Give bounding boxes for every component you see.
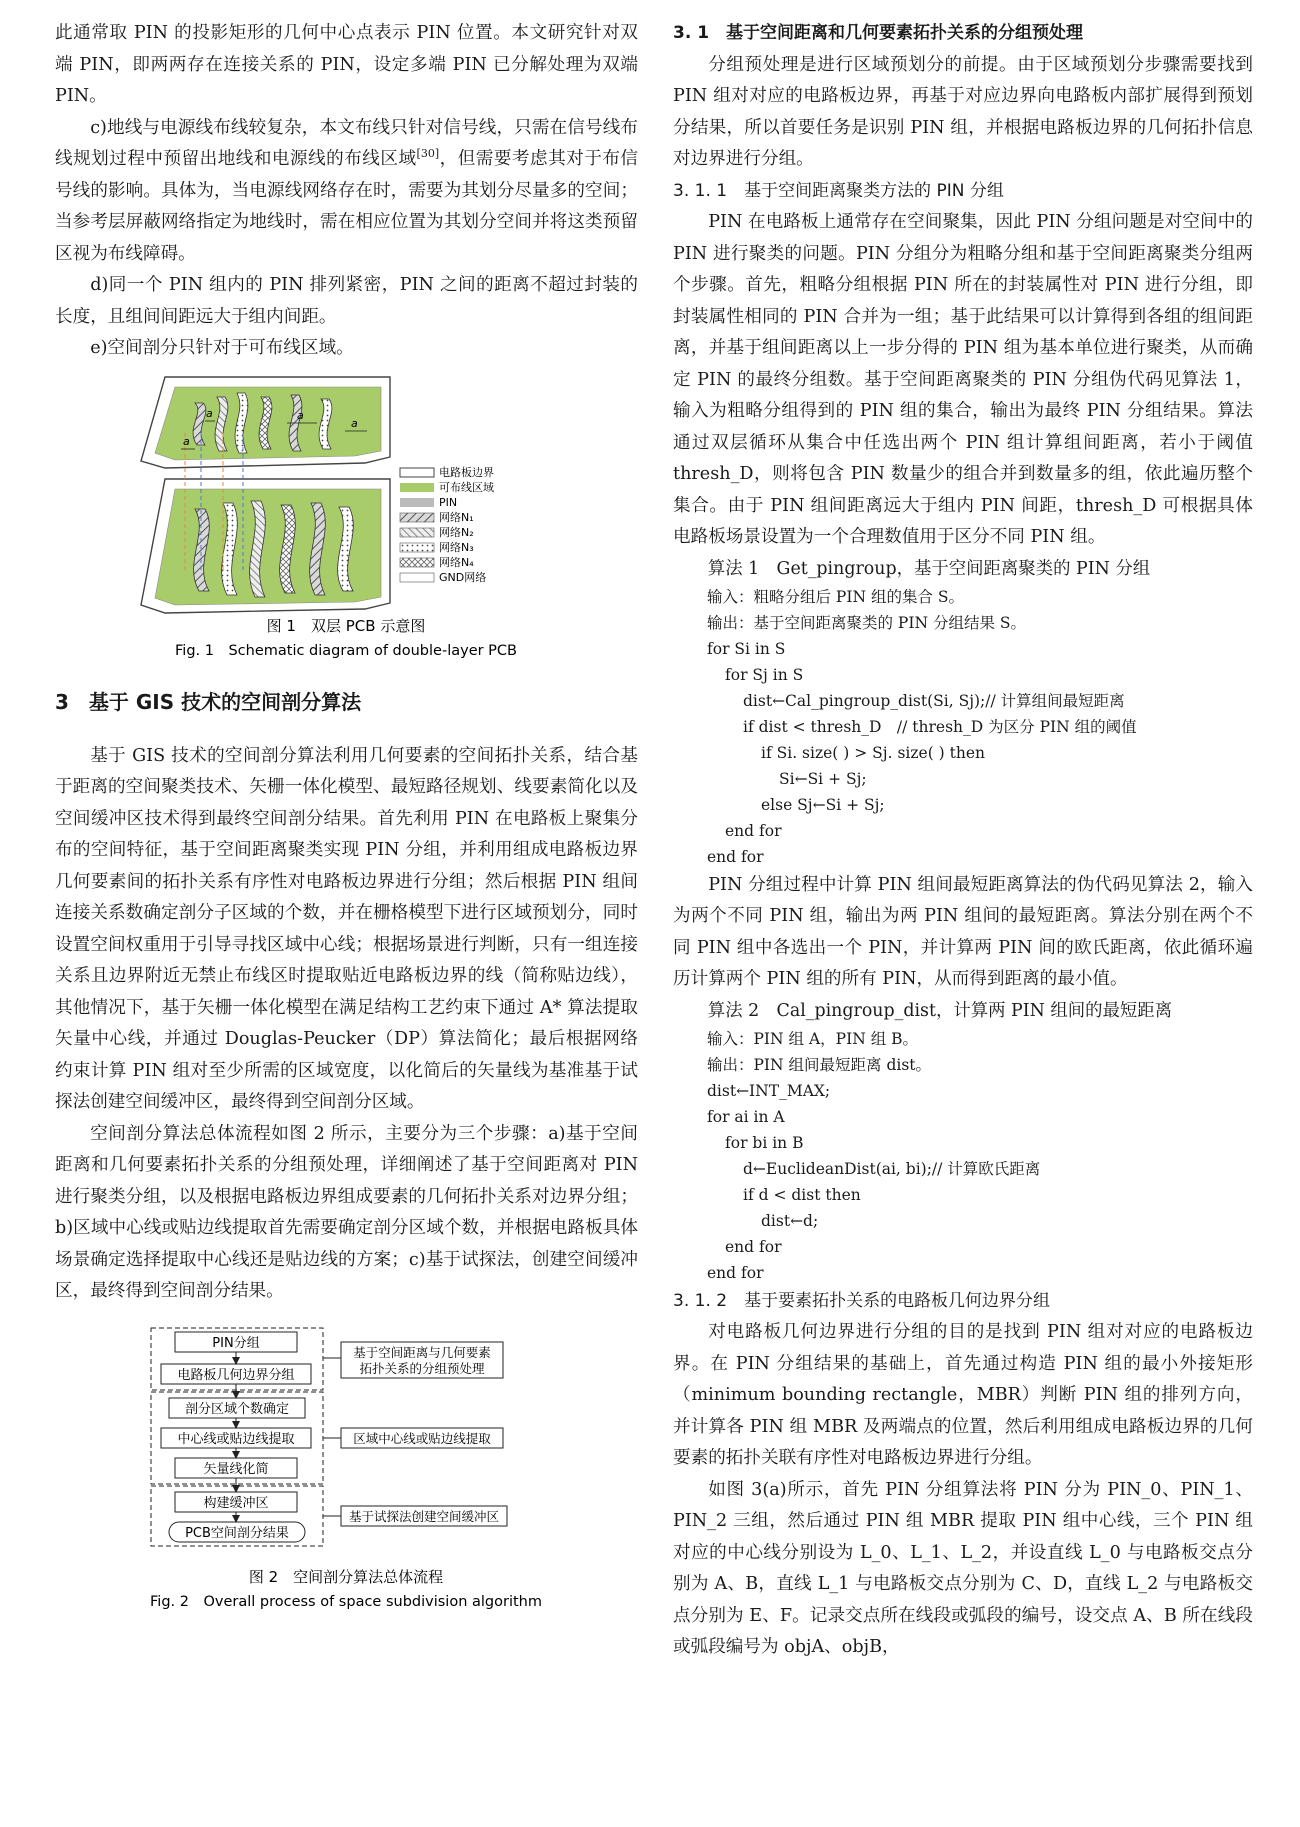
figure-2-caption-cn: 图 2 空间剖分算法总体流程 — [248, 1567, 444, 1586]
paragraph-figure-3a: 如图 3(a)所示，首先 PIN 分组算法将 PIN 分为 PIN_0、PIN_1、PIN_2 三组，然后通过 PIN 组 MBR 提取 PIN 组中心线，三个 PIN 组对应的中心线分别设为 L_0、L_1、L_2，并设直线 L_0 与电路板交点分别为 A、B，直线 L_1 与电路板交点分别为 C、D，直线 L_2 与电路板交点分别为 E、F。记录交点所在线段或弧段的编号，设交点 A、B 所在线段或弧段编号为 objA、objB， — [673, 1479, 1253, 1657]
paragraph-intro: 此通常取 PIN 的投影矩形的几何中心点表示 PIN 位置。本文研究针对双端 PIN，即两两存在连接关系的 PIN，设定多端 PIN 已分解处理为双端 PIN。 — [55, 23, 638, 106]
algorithm-1-line: for Si in S — [707, 639, 786, 658]
flow-box-region-count: 剖分区域个数确定 — [184, 1401, 290, 1417]
legend-net-3: 网络N₃ — [439, 540, 474, 554]
dim-label-1: a — [206, 406, 213, 420]
legend-net-2: 网络N₂ — [439, 525, 474, 539]
paragraph-3-1-2: 对电路板几何边界进行分组的目的是找到 PIN 组对对应的电路板边界。在 PIN 分组结果的基础上，首先通过构造 PIN 组的最小外接矩形（minimum bounding rectangle，MBR）判断 PIN 组的排列方向，并计算各 PIN 组 MBR 及两端点的位置，然后利用组成电路板边界的几何要素的拓扑关联有序性对电路板边界进行分组。 — [673, 1322, 1253, 1468]
legend-pin: PIN — [439, 495, 458, 509]
flow-box-pin-grouping: PIN分组 — [212, 1335, 260, 1351]
dim-label-3: a — [351, 416, 358, 430]
section-3-1-heading: 3. 1 基于空间距离和几何要素拓扑关系的分组预处理 — [673, 23, 1084, 43]
legend-routable-area: 可布线区域 — [439, 480, 494, 494]
paragraph-3-1: 分组预处理是进行区域预划分的前提。由于区域预划分步骤需要找到 PIN 组对对应的电路板边界，再基于对应边界向电路板内部扩展得到预划分结果，所以首要任务是识别 PIN 组，并根据电路板边界的几何拓扑信息对边界进行分组。 — [673, 54, 1253, 169]
algorithm-2-title: 算法 2 Cal_pingroup_dist，计算两 PIN 组间的最短距离 — [707, 1000, 1173, 1021]
paragraph-3-1-1: PIN 在电路板上通常存在空间聚集，因此 PIN 分组问题是对空间中的 PIN 进行聚类的问题。PIN 分组分为粗略分组和基于空间距离聚类分组两个步骤。首先，粗略分组根据 PIN 所在的封装属性对 PIN 进行分组，即封装属性相同的 PIN 合并为一组；基于此结果可以计算得到各组的组间距离，并基于组间距离以上一步分得的 PIN 组为基本单位进行聚类，从而确定 PIN 的最终分组数。基于空间距离聚类的 PIN 分组伪代码见算法 1，输入为粗略分组得到的 PIN 组的集合，输出为最终 PIN 分组结果。算法通过双层循环从集合中任选出两个 PIN 组计算组间距离，若小于阈值 thresh_D，则将包含 PIN 数量少的组合并到数量多的组，依此遍历整个集合。由于 PIN 组间距离远大于组内 PIN 间距，thresh_D 可根据具体电路板场景设置为一个合理数值用于区分不同 PIN 组。 — [673, 212, 1253, 547]
algorithm-1-line: if Si. size( ) > Sj. size( ) then — [761, 743, 986, 762]
algorithm-2-line: end for — [725, 1237, 782, 1256]
algorithm-1-line: if dist < thresh_D // thresh_D 为区分 PIN 组的阈值 — [743, 717, 1137, 736]
legend-net-1: 网络N₁ — [439, 510, 474, 524]
paragraph-algorithm-2-intro: PIN 分组过程中计算 PIN 组间最短距离算法的伪代码见算法 2，输入为两个不同 PIN 组，输出为两 PIN 组间的最短距离。算法分别在两个不同 PIN 组中各选出一个 PIN，并计算两 PIN 间的欧氏距离，依此循环遍历计算两个 PIN 组的所有 PIN，从而得到距离的最小值。 — [673, 874, 1253, 989]
citation-30: [30] — [416, 147, 440, 161]
legend-board-boundary: 电路板边界 — [439, 465, 494, 479]
figure-1-caption-en: Fig. 1 Schematic diagram of double-layer PCB — [175, 642, 517, 659]
algorithm-2-line: d←EuclideanDist(ai, bi);// 计算欧氏距离 — [743, 1159, 1041, 1178]
section-3-1-1-heading: 3. 1. 1 基于空间距离聚类方法的 PIN 分组 — [673, 180, 1004, 201]
paragraph-c-text-a: c)地线与电源线布线较复杂，本文布线只针对信号线，只需在信号线布线规划过程中预留出地线和电源线的布线区域 — [55, 117, 638, 169]
right-column — [673, 18, 1253, 1664]
figure-2 — [55, 1320, 638, 1636]
algorithm-1-title: 算法 1 Get_pingroup，基于空间距离聚类的 PIN 分组 — [707, 558, 1151, 579]
flow-box-build-buffer: 构建缓冲区 — [203, 1495, 269, 1511]
paragraph-e: e)空间剖分只针对于可布线区域。 — [90, 338, 354, 358]
paragraph-c — [55, 113, 638, 271]
side-box-1-line-1: 基于空间距离与几何要素 — [353, 1344, 491, 1360]
paragraph-sec3-process: 空间剖分算法总体流程如图 2 所示，主要分为三个步骤：a)基于空间距离和几何要素拓扑关系的分组预处理，详细阐述了基于空间距离对 PIN 进行聚类分组，以及根据电路板边界组成要素的几何拓扑关系对边界分组；b)区域中心线或贴边线提取首先需要确定剖分区域个数，并根据电路板具体场景确定选择提取中心线还是贴边线的方案；c)基于试探法，创建空间缓冲区，最终得到空间剖分结果。 — [55, 1123, 638, 1301]
side-box-1-line-2: 拓扑关系的分组预处理 — [359, 1360, 485, 1376]
figure-1 — [55, 373, 638, 665]
legend-net-4: 网络N₄ — [439, 555, 474, 569]
algorithm-1-line: end for — [707, 847, 764, 866]
algorithm-1-output: 输出：基于空间距离聚类的 PIN 分组结果 S。 — [707, 613, 1027, 632]
figure-1-legend — [400, 465, 494, 584]
algorithm-1-line: for Sj in S — [725, 665, 804, 684]
algorithm-2-input: 输入：PIN 组 A，PIN 组 B。 — [707, 1029, 919, 1048]
flow-box-centerline-extract: 中心线或贴边线提取 — [177, 1431, 295, 1447]
algorithm-2-line: for bi in B — [725, 1133, 804, 1152]
algorithm-1-line: end for — [725, 821, 782, 840]
paragraph-sec3-overview: 基于 GIS 技术的空间剖分算法利用几何要素的空间拓扑关系，结合基于距离的空间聚类技术、矢栅一体化模型、最短路径规划、线要素简化以及空间缓冲区技术得到最终空间剖分结果。首先利用 PIN 在电路板上聚集分布的空间特征，基于空间距离聚类实现 PIN 分组，并利用组成电路板边界几何要素间的拓扑关系有序性对电路板边界进行分组；然后根据 PIN 组间连接关系数确定剖分子区域的个数，并在栅格模型下进行区域预划分，同时设置空间权重用于引导寻找区域中心线；根据场景进行判断，只有一组连接关系且边界附近无禁止布线区时提取贴近电路板边界的线（简称贴边线），其他情况下，基于矢栅一体化模型在满足结构工艺约束下通过 A* 算法提取矢量中心线，并通过 Douglas-Peucker（DP）算法简化；最后根据网络约束计算 PIN 组对至少所需的区域宽度，以化简后的矢量线为基准基于试探法创建空间缓冲区，最终得到空间剖分区域。 — [55, 745, 638, 1112]
dim-label-4: a — [183, 434, 190, 448]
flow-box-vector-simplify: 矢量线化简 — [203, 1461, 269, 1477]
algorithm-2-line: dist←INT_MAX; — [707, 1081, 831, 1100]
left-column — [55, 18, 638, 1636]
pcb-diagram — [55, 373, 638, 665]
algorithm-2-line: for ai in A — [707, 1107, 785, 1126]
algorithm-1 — [673, 554, 1253, 870]
algorithm-2 — [673, 996, 1253, 1286]
algorithm-2-line: dist←d; — [761, 1211, 819, 1230]
flow-box-result: PCB空间剖分结果 — [185, 1525, 289, 1541]
section-3-heading: 3 基于 GIS 技术的空间剖分算法 — [55, 689, 362, 714]
side-box-3: 基于试探法创建空间缓冲区 — [348, 1508, 500, 1524]
section-3-1-2-heading: 3. 1. 2 基于要素拓扑关系的电路板几何边界分组 — [673, 1290, 1051, 1311]
legend-gnd-net: GND网络 — [439, 570, 487, 584]
algorithm-1-line: Si←Si + Sj; — [779, 769, 867, 788]
algorithm-2-line: if d < dist then — [743, 1185, 861, 1204]
figure-2-caption-en: Fig. 2 Overall process of space subdivision algorithm — [150, 1593, 542, 1610]
figure-1-caption-cn: 图 1 双层 PCB 示意图 — [266, 616, 426, 635]
algorithm-2-output: 输出：PIN 组间最短距离 dist。 — [707, 1055, 932, 1074]
algorithm-1-input: 输入：粗略分组后 PIN 组的集合 S。 — [707, 587, 965, 606]
dim-label-2: a — [297, 408, 304, 422]
algorithm-1-line: else Sj←Si + Sj; — [761, 795, 885, 814]
flow-box-boundary-grouping: 电路板几何边界分组 — [177, 1367, 295, 1383]
flowchart — [55, 1320, 638, 1636]
algorithm-2-line: end for — [707, 1263, 764, 1282]
side-box-2: 区域中心线或贴边线提取 — [353, 1430, 491, 1446]
paragraph-c-text-b: ，但需要考虑其对于布信号线的影响。具体为，当电源线网络存在时，需要为其划分尽量多的空间；当参考层屏蔽网络指定为地线时，需在相应位置为其划分空间并将这类预留区视为布线障碍。 — [55, 149, 638, 264]
paragraph-d: d)同一个 PIN 组内的 PIN 排列紧密，PIN 之间的距离不超过封装的长度，且组间间距远大于组内间距。 — [55, 275, 638, 327]
algorithm-1-line: dist←Cal_pingroup_dist(Si, Sj);// 计算组间最短距离 — [743, 691, 1125, 710]
